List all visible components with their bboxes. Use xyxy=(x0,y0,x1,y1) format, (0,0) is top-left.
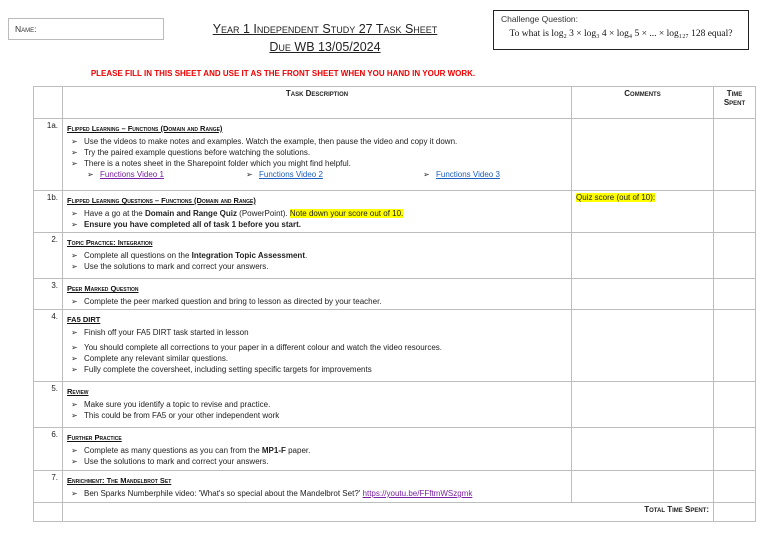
task-number: 5. xyxy=(34,382,63,428)
table-row xyxy=(34,428,756,471)
task-bullet: ➢ Fully complete the coversheet, including setting specific targets for improvements xyxy=(71,364,567,375)
task-table xyxy=(33,86,756,522)
challenge-question-box xyxy=(493,10,749,50)
task-description xyxy=(63,119,572,191)
comments-cell[interactable] xyxy=(572,382,714,428)
integration-assessment-name: Integration Topic Assessment xyxy=(191,251,305,260)
task-bullet: ➢ Use the videos to make notes and examples. Watch the example, then pause the video and copy it down. xyxy=(71,136,567,147)
table-row xyxy=(34,279,756,310)
quiz-score-label: Quiz score (out of 10): xyxy=(576,193,656,202)
table-row xyxy=(34,471,756,503)
name-label: Name: xyxy=(15,24,37,34)
comments-cell[interactable] xyxy=(572,191,714,233)
task-bullet: ➢ Use the solutions to mark and correct your answers. xyxy=(71,261,567,272)
task-description xyxy=(63,191,572,233)
functions-video-2-link[interactable]: Functions Video 2 xyxy=(259,170,323,179)
task-number: 7. xyxy=(34,471,63,503)
header-time-line-2: Spent xyxy=(723,98,746,107)
header-time-line-1: Time xyxy=(726,89,743,98)
task-bullet: ➢ Complete all questions on the Integration Topic Assessment. xyxy=(71,250,567,261)
task-bullet: ➢ Ensure you have completed all of task 1 before you start. xyxy=(71,219,567,230)
task-title: Flipped Learning – Functions (Domain and Range) xyxy=(67,124,223,133)
task-description xyxy=(63,233,572,279)
task-bullet: ➢ There is a notes sheet in the Sharepoint folder which you might find helpful. xyxy=(71,158,567,169)
task-description xyxy=(63,279,572,310)
title-line-2: Due WB 13/05/2024 xyxy=(269,40,381,54)
header-time-spent xyxy=(714,87,756,119)
task-number: 1b. xyxy=(34,191,63,233)
mandelbrot-video-link[interactable]: https://youtu.be/FFftmWSzgmk xyxy=(362,489,473,498)
time-spent-cell[interactable] xyxy=(714,279,756,310)
task-description xyxy=(63,428,572,471)
table-header-row xyxy=(34,87,756,119)
header-num-cell xyxy=(34,87,63,119)
task-title: FA5 DIRT xyxy=(67,315,101,324)
task-number: 4. xyxy=(34,310,63,382)
task-bullet: ➢ Complete any relevant similar questions. xyxy=(71,353,567,364)
time-spent-cell[interactable] xyxy=(714,428,756,471)
functions-video-1-link[interactable]: Functions Video 1 xyxy=(100,170,164,179)
task-title: Further Practice xyxy=(67,433,122,442)
task-bullet: ➢ Use the solutions to mark and correct your answers. xyxy=(71,456,567,467)
table-row xyxy=(34,191,756,233)
challenge-label: Challenge Question: xyxy=(501,14,579,24)
task-title: Topic Practice: Integration xyxy=(67,238,153,247)
table-row xyxy=(34,119,756,191)
header-comments: Comments xyxy=(572,87,714,119)
task-number: 1a. xyxy=(34,119,63,191)
task-title: Enrichment: The Mandelbrot Set xyxy=(67,476,172,485)
title-line-1: Year 1 Independent Study 27 Task Sheet xyxy=(212,22,438,36)
comments-cell[interactable] xyxy=(572,119,714,191)
task-bullet: ➢ Finish off your FA5 DIRT task started in lesson xyxy=(71,327,567,338)
total-num-cell xyxy=(34,503,63,522)
table-row xyxy=(34,233,756,279)
time-spent-cell[interactable] xyxy=(714,471,756,503)
task-bullet: ➢ Complete the peer marked question and bring to lesson as directed by your teacher. xyxy=(71,296,567,307)
task-description xyxy=(63,382,572,428)
paper-name: MP1-F xyxy=(261,446,286,455)
time-spent-cell[interactable] xyxy=(714,191,756,233)
total-row xyxy=(34,503,756,522)
name-field[interactable] xyxy=(8,18,164,40)
total-time-spent-label: Total Time Spent: xyxy=(63,503,714,522)
comments-cell[interactable] xyxy=(572,310,714,382)
time-spent-cell[interactable] xyxy=(714,119,756,191)
task-number: 2. xyxy=(34,233,63,279)
comments-cell[interactable] xyxy=(572,233,714,279)
comments-cell[interactable] xyxy=(572,279,714,310)
task-bullet: ➢ Complete as many questions as you can from the MP1-F paper. xyxy=(71,445,567,456)
task-title: Peer Marked Question xyxy=(67,284,139,293)
header-task-description: Task Description xyxy=(63,87,572,119)
comments-cell[interactable] xyxy=(572,471,714,503)
functions-video-3-link[interactable]: Functions Video 3 xyxy=(436,170,500,179)
time-spent-cell[interactable] xyxy=(714,233,756,279)
instruction-banner: PLEASE FILL IN THIS SHEET AND USE IT AS THE FRONT SHEET WHEN YOU HAND IN YOUR WORK. xyxy=(90,69,476,78)
task-bullet: ➢ Try the paired example questions before watching the solutions. xyxy=(71,147,567,158)
task-description xyxy=(63,471,572,503)
table-row xyxy=(34,382,756,428)
table-row xyxy=(34,310,756,382)
task-bullet: ➢ Ben Sparks Numberphile video: 'What's so special about the Mandelbrot Set?' https://youtu.be/FFftmWSzgmk xyxy=(71,488,567,499)
task-bullet: ➢ Have a go at the Domain and Range Quiz (PowerPoint). Note down your score out of 10. xyxy=(71,208,567,219)
domain-range-quiz-name: Domain and Range Quiz xyxy=(144,209,237,218)
task-title: Review xyxy=(67,387,89,396)
time-spent-cell[interactable] xyxy=(714,310,756,382)
task-description xyxy=(63,310,572,382)
task-number: 6. xyxy=(34,428,63,471)
task-number: 3. xyxy=(34,279,63,310)
task-bullet: ➢ Make sure you identify a topic to revise and practice. xyxy=(71,399,567,410)
total-time-spent-cell[interactable] xyxy=(714,503,756,522)
task-bullet: ➢ This could be from FA5 or your other independent work xyxy=(71,410,567,421)
comments-cell[interactable] xyxy=(572,428,714,471)
page-title xyxy=(190,22,460,58)
time-spent-cell[interactable] xyxy=(714,382,756,428)
challenge-question: To what is log₂ 3 × log₃ 4 × log₄ 5 × ... × log₁₂₇ 128 equal? xyxy=(509,29,733,39)
task-title: Flipped Learning Questions – Functions (Domain and Range) xyxy=(67,196,256,205)
task-bullet: ➢ You should complete all corrections to your paper in a different colour and watch the video resources. xyxy=(71,342,567,353)
highlighted-instruction: Note down your score out of 10. xyxy=(289,209,404,218)
